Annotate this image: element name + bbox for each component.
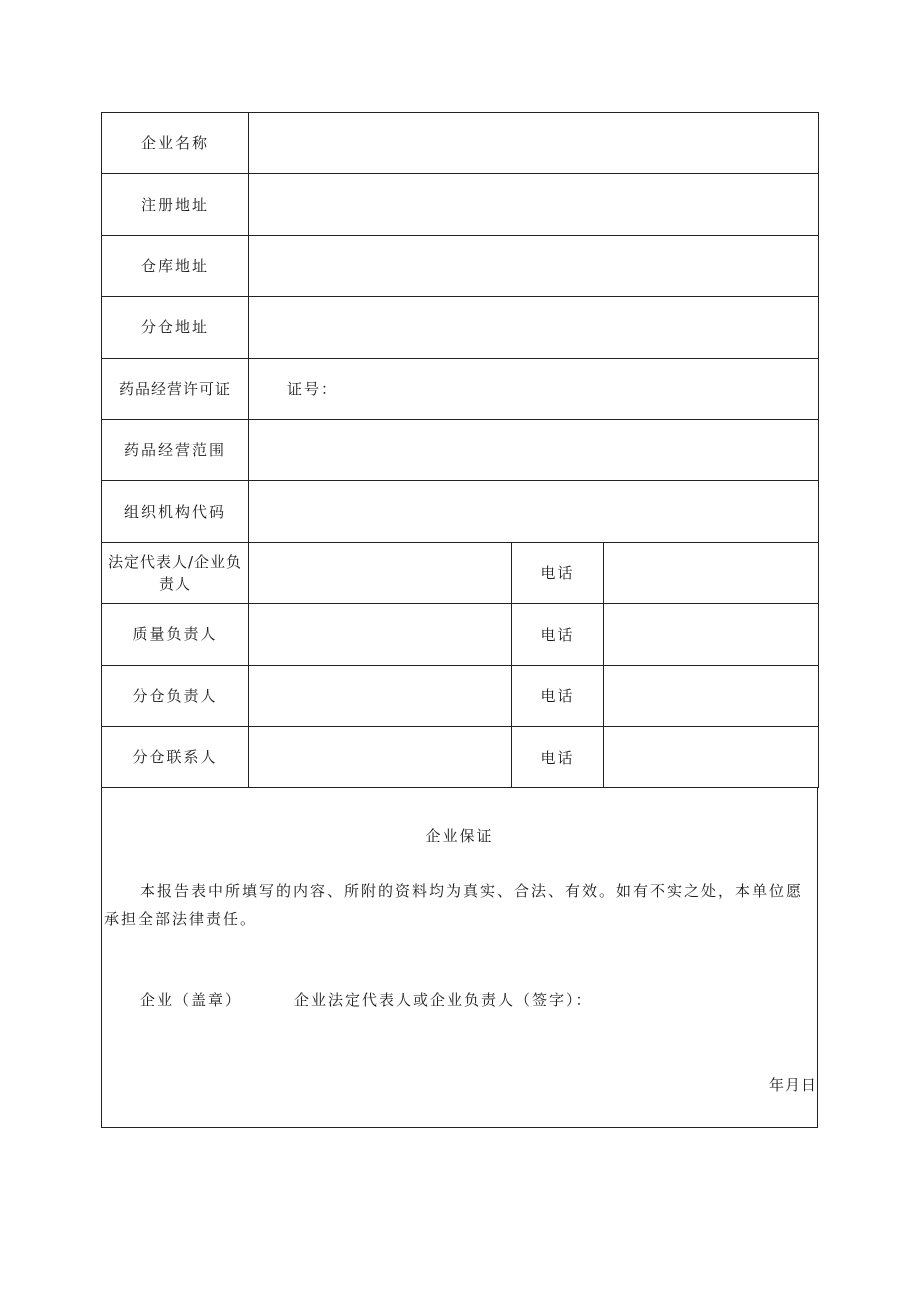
row-registered-address — [102, 174, 819, 235]
branch-manager-phone-field[interactable] — [604, 665, 819, 726]
branch-manager-field[interactable] — [249, 665, 512, 726]
company-name-field[interactable] — [249, 113, 819, 174]
guarantee-statement: 本报告表中所填写的内容、所附的资料均为真实、合法、有效。如有不实之处，本单位愿承担全部法律责任。 — [104, 882, 804, 928]
date-label: 年月日 — [768, 1076, 817, 1094]
business-scope-label: 药品经营范围 — [102, 419, 249, 480]
branch-manager-phone-label: 电话 — [512, 665, 604, 726]
branch-contact-phone-label: 电话 — [512, 726, 604, 787]
row-branch-contact — [102, 726, 819, 787]
row-branch-warehouse-address — [102, 297, 819, 358]
signature-label: 企业法定代表人或企业负责人（签字）： — [294, 991, 593, 1009]
application-form — [101, 112, 818, 1129]
drug-license-field[interactable] — [249, 358, 819, 419]
organization-code-field[interactable] — [249, 481, 819, 542]
quality-manager-field[interactable] — [249, 604, 512, 665]
business-scope-field[interactable] — [249, 419, 819, 480]
branch-warehouse-address-label: 分仓地址 — [102, 297, 249, 358]
row-drug-license — [102, 358, 819, 419]
legal-representative-phone-field[interactable] — [604, 542, 819, 603]
warehouse-address-label: 仓库地址 — [102, 235, 249, 296]
row-quality-manager — [102, 604, 819, 665]
quality-manager-label: 质量负责人 — [102, 604, 249, 665]
registered-address-field[interactable] — [249, 174, 819, 235]
company-name-label: 企业名称 — [102, 113, 249, 174]
branch-manager-label: 分仓负责人 — [102, 665, 249, 726]
row-branch-manager — [102, 665, 819, 726]
row-legal-representative — [102, 542, 819, 603]
branch-contact-phone-field[interactable] — [604, 726, 819, 787]
guarantee-title: 企业保证 — [425, 827, 494, 845]
drug-license-label: 药品经营许可证 — [102, 358, 249, 419]
row-organization-code — [102, 481, 819, 542]
row-company-name — [102, 113, 819, 174]
row-warehouse-address — [102, 235, 819, 296]
organization-code-label: 组织机构代码 — [102, 481, 249, 542]
branch-contact-field[interactable] — [249, 726, 512, 787]
legal-representative-phone-label: 电话 — [512, 542, 604, 603]
row-business-scope — [102, 419, 819, 480]
quality-manager-phone-label: 电话 — [512, 604, 604, 665]
company-guarantee-section — [101, 787, 818, 1128]
branch-contact-label: 分仓联系人 — [102, 726, 249, 787]
license-number-prefix: 证号： — [287, 380, 339, 399]
form-table — [101, 112, 819, 788]
legal-representative-label: 法定代表人/企业负责人 — [102, 542, 249, 603]
company-seal-label: 企业（盖章） — [140, 991, 243, 1009]
warehouse-address-field[interactable] — [249, 235, 819, 296]
registered-address-label: 注册地址 — [102, 174, 249, 235]
branch-warehouse-address-field[interactable] — [249, 297, 819, 358]
legal-representative-field[interactable] — [249, 542, 512, 603]
quality-manager-phone-field[interactable] — [604, 604, 819, 665]
